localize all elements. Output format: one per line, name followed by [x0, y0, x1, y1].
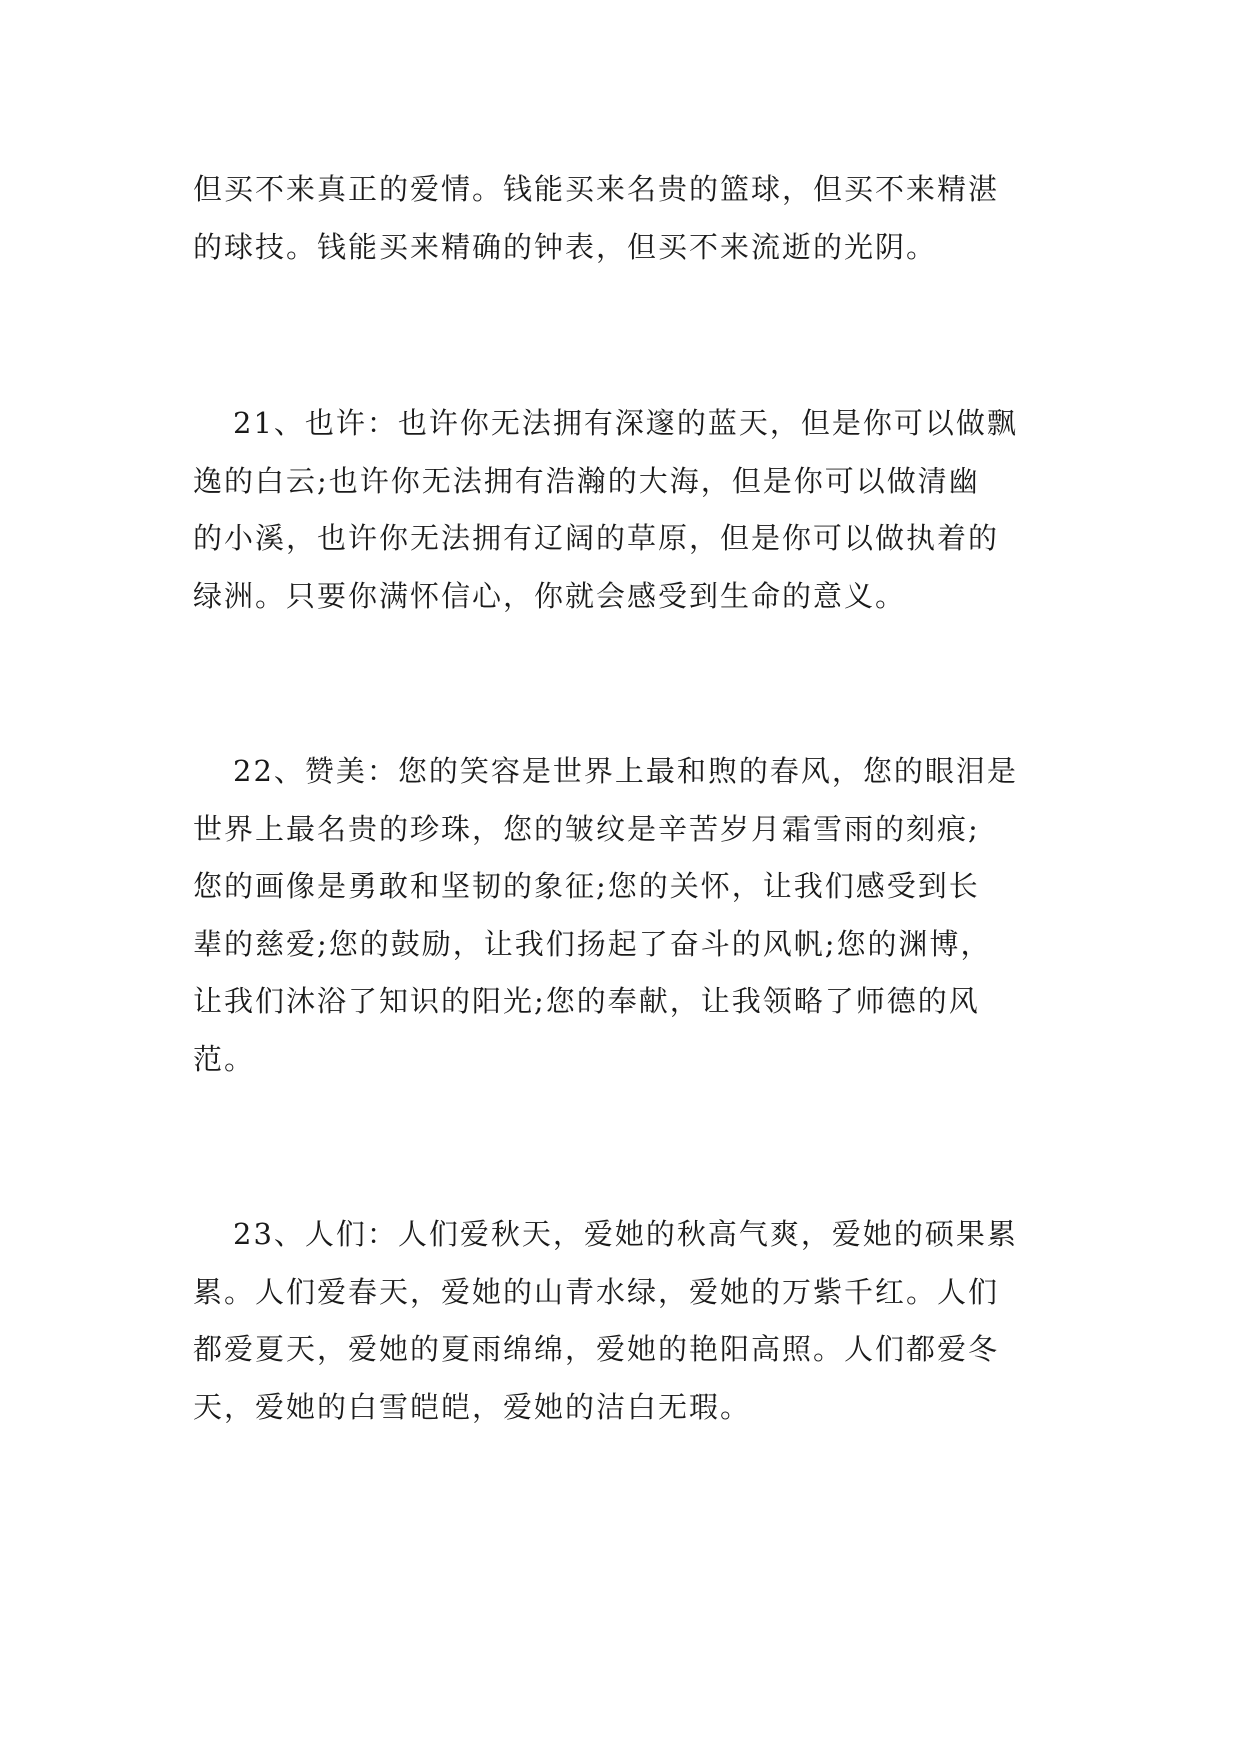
text-line: 的小溪，也许你无法拥有辽阔的草原，但是你可以做执着的: [193, 521, 1000, 555]
text-line: 的球技。钱能买来精确的钟表，但买不来流逝的光阴。: [193, 229, 938, 264]
text-line: 天，爱她的白雪皑皑，爱她的洁白无瑕。: [193, 1389, 752, 1424]
paragraph-21: [193, 395, 1068, 625]
text-line: 逸的白云;也许你无法拥有浩瀚的大海，但是你可以做清幽: [193, 463, 980, 498]
text-line: 22、赞美：您的笑容是世界上最和煦的春风，您的眼泪是: [233, 754, 1018, 788]
paragraph-22: [193, 743, 1068, 1088]
text-line: 您的画像是勇敢和坚韧的象征;您的关怀，让我们感受到长: [193, 869, 980, 903]
text-line: 世界上最名贵的珍珠，您的皱纹是辛苦岁月霜雪雨的刻痕;: [193, 811, 980, 846]
text-line: 23、人们：人们爱秋天，爱她的秋高气爽，爱她的硕果累: [233, 1217, 1018, 1251]
text-line: 绿洲。只要你满怀信心，你就会感受到生命的意义。: [193, 578, 907, 613]
text-line: 让我们沐浴了知识的阳光;您的奉献，让我领略了师德的风: [193, 984, 980, 1018]
text-line: 辈的慈爱;您的鼓励，让我们扬起了奋斗的风帆;您的渊博，: [193, 926, 992, 961]
text-line: 21、也许：也许你无法拥有深邃的蓝天，但是你可以做飘: [233, 406, 1018, 440]
text-line: 范。: [193, 1041, 256, 1076]
text-line: 但买不来真正的爱情。钱能买来名贵的篮球，但买不来精湛: [193, 172, 1000, 206]
paragraph-continuation: [193, 161, 1068, 276]
paragraph-23: [193, 1206, 1068, 1436]
text-line: 累。人们爱春天，爱她的山青水绿，爱她的万紫千红。人们: [193, 1274, 1000, 1309]
text-line: 都爱夏天，爱她的夏雨绵绵，爱她的艳阳高照。人们都爱冬: [193, 1332, 1000, 1366]
